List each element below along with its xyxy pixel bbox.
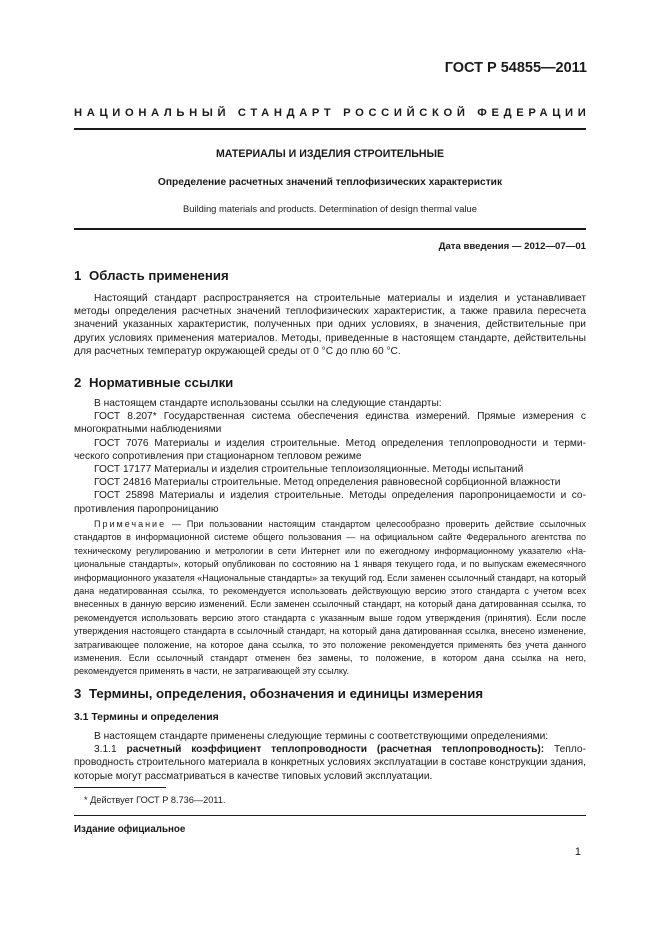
section-3-heading [74,686,483,701]
section-1-body [74,292,586,358]
section-1-heading [74,268,229,283]
document-subtitle: Определение расчетных значений теплофизических характеристик [157,177,503,188]
introduction-date: Дата введения — 2012—07—01 [438,241,586,252]
note-text: — При пользовании настоящим стандартом целесообразно проверить действие ссылочных стандартов в информационной системе общего пользования — на официальном сайте Федерального агентства по техническому регулированию и метрологии в сети Интернет или по ежегодному информационному указателю «Национальные стандарты», который опубликован по состоянию на 1 января текущего года, и по выпускам ежемесячного информационного указателя «Национальные стандарты» за текущий год. Если заменен ссылочный стандарт, на который дана недатированная ссылка, то рекомендуется использовать действующую версию этого стандарта с учетом всех внесенных в данную версию изменений. Если заменен ссылочный стандарт, на который дана датированная ссылка, то рекомендуется использовать версию этого стандарта с указанным выше годом утверждения (принятия). Если после утверждения настоящего стандарта в ссылочный стандарт, на который дана датированная ссылка, внесено изменение, затрагивающее положение, на которое дана ссылка, то это положение рекомендуется применять без учета данного изменения. Если ссылочный стандарт отменен без замены, то положение, в котором дана ссылка на него, рекомендуется применять в части, не затрагивающей эту ссылку. [74,519,586,677]
section-title: Область применения [89,268,229,283]
term: расчетный коэффициент теплопроводности (расчетная теплопроводность): [126,744,545,756]
paragraph: Настоящий стандарт распространяется на строительные материалы и изделия и устанавливает методы определения расчетных значений теплофизических характеристик, а также правила пересчета значений указанных характеристик, полученных при одних условиях, в значения, действительные при других условиях применения материалов. Методы, приведенные в настоящем стандарте, действительны для расчетных температур окружающей среды от 0 °С до плю 60 °С. [74,293,586,357]
section-3-body [74,730,586,783]
page-number: 1 [574,846,581,858]
section-number: 3 [74,686,82,701]
national-standard-banner: НАЦИОНАЛЬНЫЙ СТАНДАРТ РОССИЙСКОЙ ФЕДЕРАЦИИ [74,107,591,119]
reference-item: ГОСТ 25898 Материалы и изделия строительные. Методы определения паропроницаемости и сопротивления паропроницанию [74,490,586,515]
term-definition [74,743,586,783]
note-label: Примечание [94,519,167,529]
reference-item: ГОСТ 8.207* Государственная система обеспечения единства измерений. Прямые измерения с многократными наблюдениями [74,411,586,436]
subsection-number: 3.1 [74,712,89,723]
reference-item: ГОСТ 7076 Материалы и изделия строительные. Метод определения теплопроводности и термического сопротивления при стационарном тепловом режиме [74,437,586,462]
reference-item: ГОСТ 24816 Материалы строительные. Метод определения равновесной сорбционной влажности [94,477,561,489]
term-number: 3.1.1 [94,744,117,756]
section-title: Термины, определения, обозначения и единицы измерения [89,686,484,701]
reference-item: ГОСТ 17177 Материалы и изделия строительные теплоизоляционные. Методы испытаний [94,464,524,476]
document-title: МАТЕРИАЛЫ И ИЗДЕЛИЯ СТРОИТЕЛЬНЫЕ [215,148,445,160]
term-text: Теплопроводность строительного материала в конкретных условиях эксплуатации в составе конструкции здания, которые могут рассматриваться в качестве типовых условий эксплуатации. [74,744,586,782]
subsection-3-1-heading [74,712,219,723]
section-2-note [74,518,586,679]
footnote: * Действует ГОСТ Р 8.736—2011. [84,795,226,805]
paragraph: В настоящем стандарте использованы ссылки на следующие стандарты: [94,398,442,409]
top-rule [74,128,586,130]
section-2-heading [74,375,233,390]
footnote-rule [74,787,166,788]
subsection-title: Термины и определения [91,712,219,723]
official-edition-label: Издание официальное [74,824,186,835]
title-bottom-rule [74,228,586,230]
paragraph: В настоящем стандарте применены следующие термины с соответствующими определениями: [94,731,549,742]
footer-rule [74,815,586,816]
section-title: Нормативные ссылки [89,375,234,390]
section-number: 1 [74,268,82,283]
document-code: ГОСТ Р 54855—2011 [444,60,587,76]
section-number: 2 [74,375,82,390]
section-2-body [74,397,586,516]
english-title: Building materials and products. Determination of design thermal value [183,203,477,214]
